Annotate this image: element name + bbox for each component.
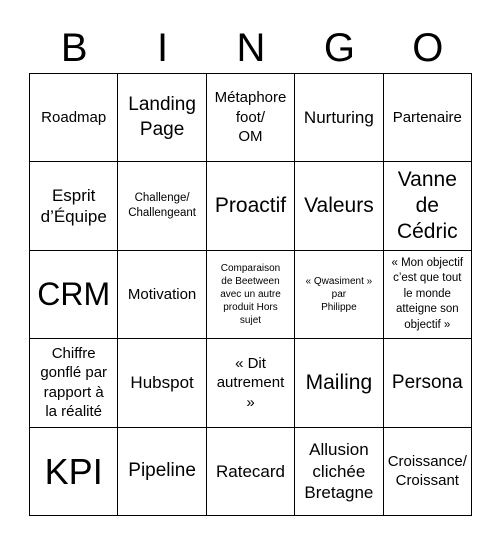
header-letter-b: B bbox=[60, 26, 88, 70]
bingo-cell-qwasiment[interactable]: « Qwasiment » par Philippe bbox=[295, 251, 383, 339]
bingo-cell-esprit-equipe[interactable]: Esprit d’Équipe bbox=[30, 162, 118, 250]
bingo-cell-metaphore-foot[interactable]: Métaphore foot/ OM bbox=[207, 74, 295, 162]
bingo-cell-croissance[interactable]: Croissance/ Croissant bbox=[384, 428, 472, 516]
bingo-cell-motivation[interactable]: Motivation bbox=[118, 251, 206, 339]
bingo-cell-chiffre-gonfle[interactable]: Chiffre gonflé par rapport à la réalité bbox=[30, 339, 118, 427]
bingo-cell-proactif[interactable]: Proactif bbox=[207, 162, 295, 250]
bingo-cell-hubspot[interactable]: Hubspot bbox=[118, 339, 206, 427]
bingo-cell-challenge[interactable]: Challenge/ Challengeant bbox=[118, 162, 206, 250]
bingo-cell-allusion-bretagne[interactable]: Allusion clichée Bretagne bbox=[295, 428, 383, 516]
header-letter-o: O bbox=[412, 26, 444, 70]
header-letter-i: I bbox=[157, 26, 169, 70]
header-letter-n: N bbox=[236, 26, 266, 70]
bingo-cell-comparaison-beetween[interactable]: Comparaison de Beetween avec un autre produit Hors sujet bbox=[207, 251, 295, 339]
bingo-cell-vanne-cedric[interactable]: Vanne de Cédric bbox=[384, 162, 472, 250]
bingo-cell-crm[interactable]: CRM bbox=[30, 251, 118, 339]
bingo-cell-mon-objectif[interactable]: « Mon objectif c’est que tout le monde atteigne son objectif » bbox=[384, 251, 472, 339]
bingo-header bbox=[30, 20, 472, 76]
bingo-cell-landing-page[interactable]: Landing Page bbox=[118, 74, 206, 162]
bingo-cell-ratecard[interactable]: Ratecard bbox=[207, 428, 295, 516]
bingo-card-grid bbox=[29, 73, 472, 516]
bingo-cell-nurturing[interactable]: Nurturing bbox=[295, 74, 383, 162]
bingo-cell-valeurs[interactable]: Valeurs bbox=[295, 162, 383, 250]
bingo-cell-partenaire[interactable]: Partenaire bbox=[384, 74, 472, 162]
bingo-cell-persona[interactable]: Persona bbox=[384, 339, 472, 427]
bingo-cell-pipeline[interactable]: Pipeline bbox=[118, 428, 206, 516]
bingo-cell-kpi[interactable]: KPI bbox=[30, 428, 118, 516]
bingo-cell-mailing[interactable]: Mailing bbox=[295, 339, 383, 427]
header-letter-g: G bbox=[323, 26, 355, 70]
bingo-cell-dit-autrement[interactable]: « Dit autrement » bbox=[207, 339, 295, 427]
bingo-cell-roadmap[interactable]: Roadmap bbox=[30, 74, 118, 162]
